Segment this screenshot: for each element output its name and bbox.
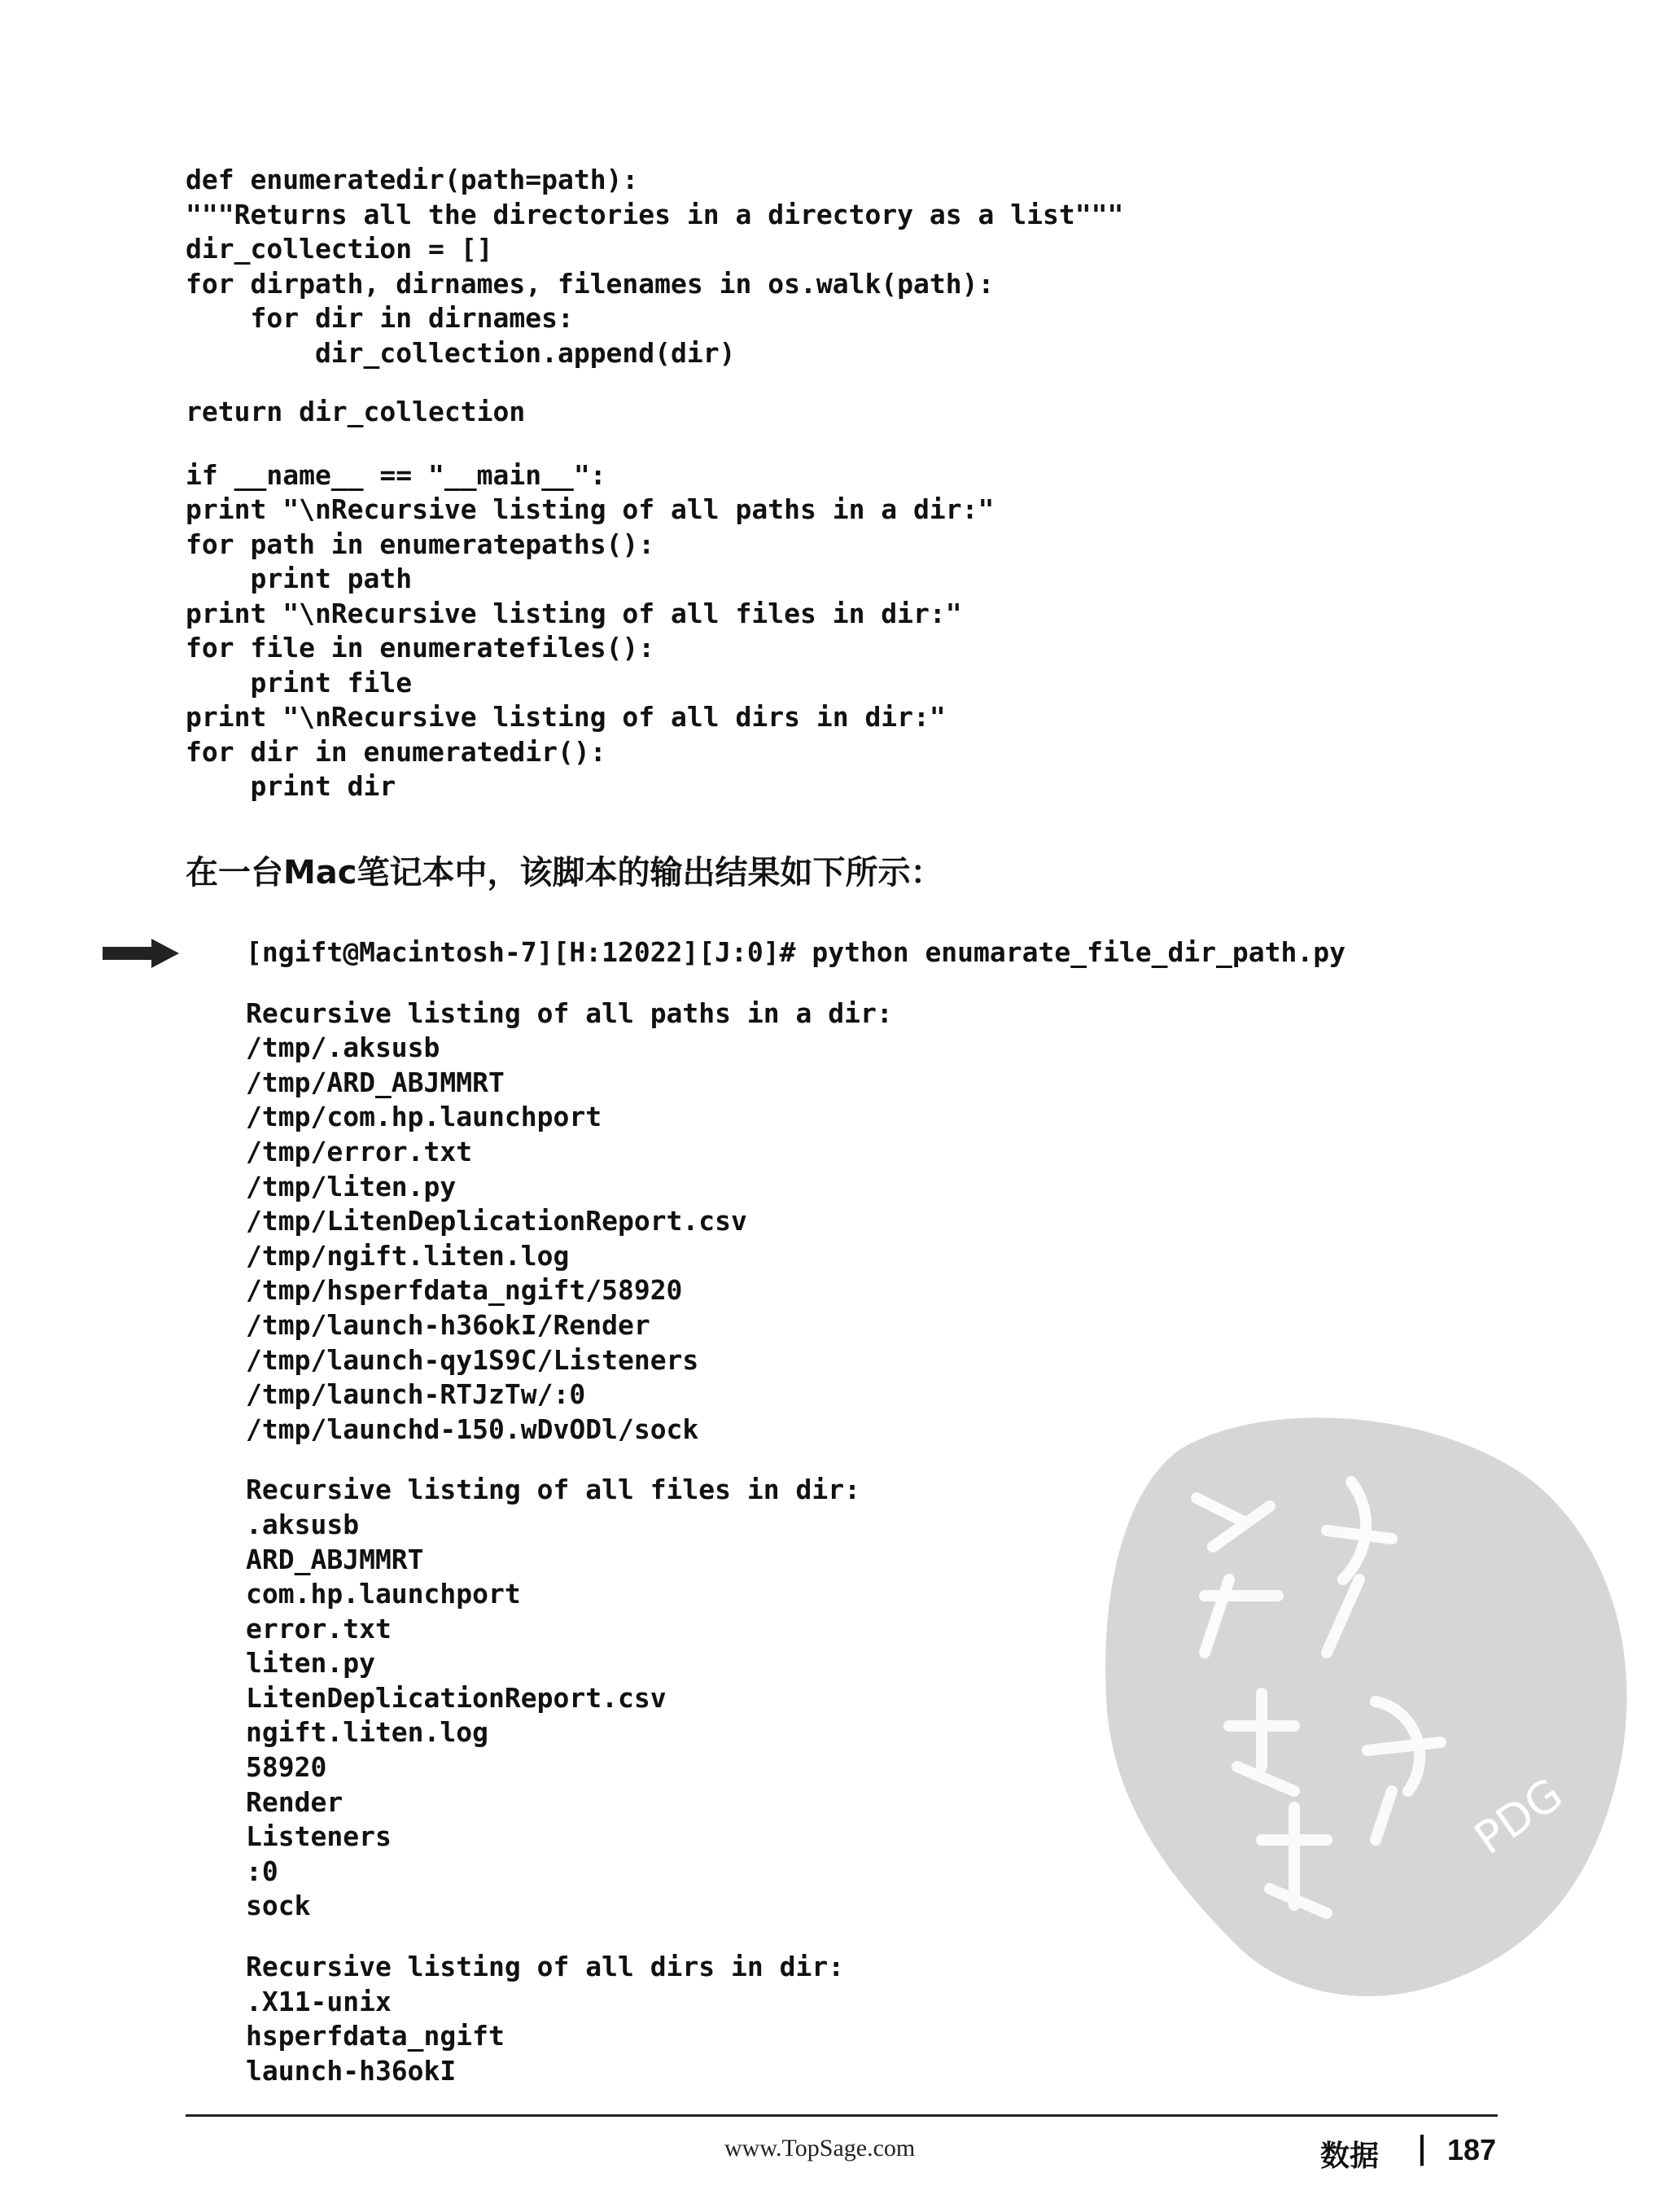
code-line: """Returns all the directories in a directory as a list""" <box>186 198 1124 230</box>
path-entry: /tmp/liten.py <box>246 1170 457 1202</box>
file-entry: :0 <box>246 1855 278 1887</box>
code-line: print "\nRecursive listing of all paths in a dir:" <box>186 493 995 525</box>
watermark-text: PDG <box>1465 1767 1573 1864</box>
path-entry: /tmp/error.txt <box>246 1135 473 1167</box>
path-entry: /tmp/hsperfdata_ngift/58920 <box>246 1274 683 1307</box>
file-entry: ngift.liten.log <box>246 1716 489 1749</box>
command-line: [ngift@Macintosh-7][H:12022][J:0]# python enumarate_file_dir_path.py <box>246 936 1346 968</box>
path-entry: /tmp/launch-RTJzTw/:0 <box>246 1378 586 1411</box>
file-entry: com.hp.launchport <box>246 1578 521 1610</box>
dir-entry: .X11-unix <box>246 1985 392 2017</box>
code-line: def enumeratedir(path=path): <box>186 164 639 195</box>
code-line: print "\nRecursive listing of all dirs in dir:" <box>186 701 946 733</box>
code-line: print file <box>186 666 413 699</box>
path-entry: /tmp/launch-h36okI/Render <box>246 1308 650 1341</box>
code-line: if __name__ == "__main__": <box>186 458 606 491</box>
path-entry: /tmp/.aksusb <box>246 1032 440 1064</box>
footer-separator: | <box>1416 2130 1428 2166</box>
file-entry: ARD_ABJMMRT <box>246 1543 424 1575</box>
code-line: dir_collection.append(dir) <box>186 336 736 369</box>
file-entry: Render <box>246 1785 343 1818</box>
path-entry: /tmp/com.hp.launchport <box>246 1101 602 1133</box>
file-entry: LitenDeplicationReport.csv <box>246 1681 667 1714</box>
code-line: for dir in dirnames: <box>186 302 574 334</box>
path-entry: /tmp/ngift.liten.log <box>246 1239 570 1272</box>
code-line: for dirpath, dirnames, filenames in os.walk(path): <box>186 267 995 300</box>
file-entry: liten.py <box>246 1647 375 1680</box>
path-entry: /tmp/launch-qy1S9C/Listeners <box>246 1343 699 1376</box>
code-line: dir_collection = [] <box>186 233 493 265</box>
dir-entry: hsperfdata_ngift <box>246 2020 505 2052</box>
footer-rule <box>186 2114 1498 2117</box>
section-header: Recursive listing of all files in dir: <box>246 1474 860 1506</box>
file-entry: sock <box>246 1890 311 1922</box>
watermark-seal <box>1083 1384 1652 2003</box>
file-entry: .aksusb <box>246 1508 360 1540</box>
page-number: 187 <box>1447 2133 1497 2166</box>
dir-entry: launch-h36okI <box>246 2054 457 2087</box>
file-entry: Listeners <box>246 1820 392 1853</box>
arrow-right-icon <box>103 939 179 968</box>
code-line: for dir in enumeratedir(): <box>186 735 606 768</box>
section-header: Recursive listing of all paths in a dir: <box>246 996 893 1029</box>
section-header: Recursive listing of all dirs in dir: <box>246 1951 845 1983</box>
code-line: print dir <box>186 770 396 802</box>
code-listing <box>186 163 1123 804</box>
code-line: for path in enumeratepaths(): <box>186 528 655 560</box>
code-line: print "\nRecursive listing of all files in dir:" <box>186 597 962 629</box>
footer-section-title: 数据 <box>1320 2140 1380 2173</box>
path-entry: /tmp/ARD_ABJMMRT <box>246 1066 505 1098</box>
file-entry: 58920 <box>246 1751 327 1784</box>
body-paragraph: 在一台Mac笔记本中，该脚本的输出结果如下所示： <box>186 854 943 891</box>
code-line: return dir_collection <box>186 396 526 427</box>
footer-url: www.TopSage.com <box>724 2135 916 2162</box>
code-line: for file in enumeratefiles(): <box>186 632 655 664</box>
path-entry: /tmp/LitenDeplicationReport.csv <box>246 1205 747 1237</box>
file-entry: error.txt <box>246 1612 392 1645</box>
code-line: print path <box>186 563 413 594</box>
path-entry: /tmp/launchd-150.wDvODl/sock <box>246 1413 699 1445</box>
